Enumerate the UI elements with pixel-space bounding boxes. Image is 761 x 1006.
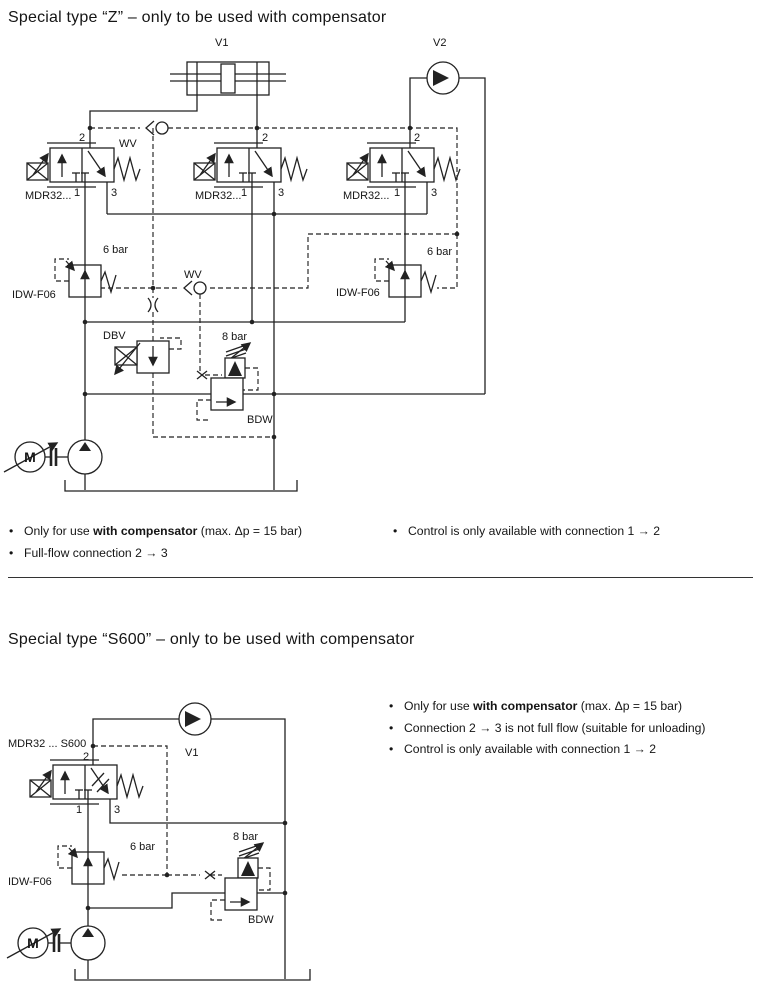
motor-v2-label: V2 [433, 37, 447, 49]
valve-mdr32-s600 [30, 760, 143, 804]
bullet-icon: • [9, 524, 14, 538]
tank-icon [65, 480, 297, 491]
pump-motor-unit [4, 440, 102, 474]
valve-mdr32-s600-label: MDR32 ... S600 [8, 738, 87, 750]
orifice-icon [148, 298, 158, 312]
valve-mdr32-3-label: MDR32... [343, 190, 390, 202]
bullet-text: Only for use with compensator (max. Δp = 15 bar) [24, 524, 303, 538]
bullet-text: Control is only available with connection 1 → 2 [408, 524, 661, 538]
check-valve-wv-1 [146, 121, 168, 135]
port-label: 3 [278, 187, 285, 199]
pressure-setting-label: 6 bar [427, 246, 453, 258]
check-valve-wv-2 [184, 281, 206, 295]
section-z-title: Special type “Z” – only to be used with compensator [8, 9, 387, 26]
s600-diagram-labels [8, 738, 274, 951]
bullet-icon: • [389, 699, 394, 713]
z-diagram-solid-lines [85, 78, 485, 490]
bdw-label: BDW [247, 414, 273, 426]
pump-motor-unit-s600 [7, 926, 105, 960]
bullet-icon: • [389, 720, 394, 735]
motor-v1-label: V1 [185, 747, 199, 759]
bullet-icon: • [389, 742, 394, 756]
valve-mdr32-2-label: MDR32... [195, 190, 242, 202]
wv2-label: WV [184, 269, 202, 281]
wv1-label: WV [119, 138, 137, 150]
motor-v1-icon [179, 703, 211, 735]
valve-mdr32-1-label: MDR32... [25, 190, 72, 202]
port-label: 1 [394, 187, 401, 199]
cylinder-v1 [170, 62, 286, 95]
bullet-text: Connection 2 → 3 is not full flow (suitable for unloading) [404, 720, 706, 735]
port-label: 2 [262, 132, 269, 144]
bullet-text: Full-flow connection 2 → 3 [24, 545, 168, 560]
pressure-valve-bdw [197, 343, 258, 420]
port-label: 1 [74, 187, 81, 199]
pressure-setting-label: 8 bar [222, 331, 248, 343]
valve-mdr32-3 [347, 143, 460, 187]
pressure-setting-label: 6 bar [130, 841, 156, 853]
bullet-text: Only for use with compensator (max. Δp = 15 bar) [404, 699, 683, 713]
relief-valve-label: DBV [103, 330, 126, 342]
motor-v2-icon [427, 62, 459, 94]
port-label: 3 [114, 804, 121, 816]
compensator-2-label: IDW-F06 [336, 287, 380, 299]
port-label: 2 [79, 132, 86, 144]
pressure-setting-label: 8 bar [233, 831, 259, 843]
port-label: 1 [241, 187, 248, 199]
bdw-s600-label: BDW [248, 914, 274, 926]
pressure-setting-label: 6 bar [103, 244, 129, 256]
port-label: 3 [431, 187, 438, 199]
bullet-icon: • [9, 545, 14, 560]
valve-mdr32-2 [194, 143, 307, 187]
compensator-1-label: IDW-F06 [12, 289, 56, 301]
electric-motor-label: M [27, 935, 39, 951]
bullet-text: Control is only available with connection 1 → 2 [404, 742, 657, 756]
section-s600-title: Special type “S600” – only to be used with compensator [8, 631, 415, 648]
port-label: 3 [111, 187, 118, 199]
electric-motor-label: M [24, 449, 36, 465]
compensator-s600-label: IDW-F06 [8, 876, 52, 888]
port-label: 1 [76, 804, 83, 816]
bullet-icon: • [393, 524, 398, 538]
tank-icon-s600 [75, 969, 310, 980]
port-label: 2 [83, 751, 90, 763]
relief-valve-dbv [115, 338, 181, 374]
port-label: 2 [414, 132, 421, 144]
pressure-valve-bdw-s600 [205, 843, 270, 920]
cylinder-v1-label: V1 [215, 37, 229, 49]
